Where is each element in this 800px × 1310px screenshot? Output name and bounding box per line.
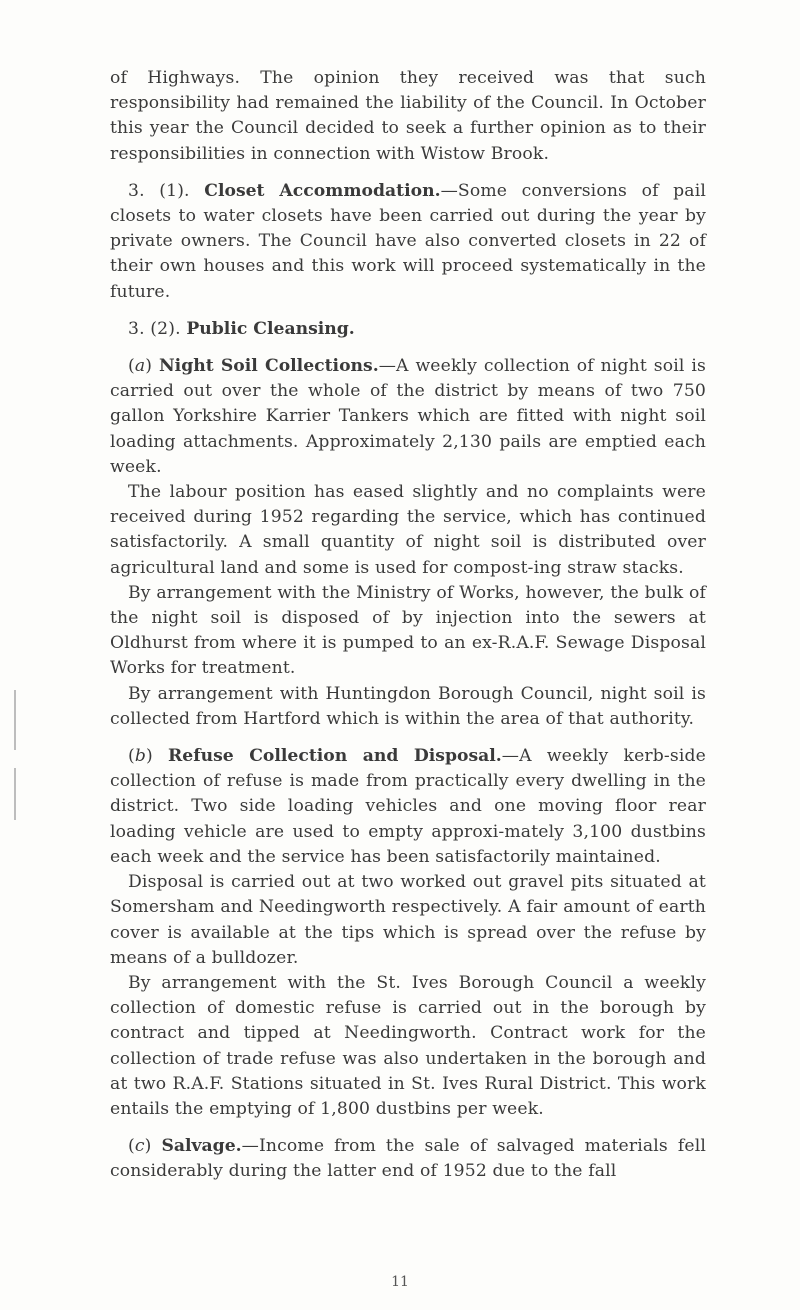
paragraph: The labour position has eased slightly and no complaints were received during 1952 regarding the service, which has continued satisfactorily. A small quantity of night soil is distributed over agricultural land and some is used for compost-ing straw stacks. [110, 482, 706, 578]
subsection-text: —A weekly collection of night soil is carried out over the whole of the district by means of two 750 gallon Yorkshire Karrier Tankers which are fitted with night soil loading attachments. Approximately 2,130 pails are emptied each week. [110, 356, 706, 477]
subsection-salvage: (c) Salvage.—Income from the sale of salvaged materials fell considerably during the latter end of 1952 due to the fall [110, 1136, 706, 1182]
subsection-text: —Income from the sale of salvaged materials fell considerably during the latter end of 1952 due to the fall [110, 1136, 706, 1182]
paragraph: By arrangement with Huntingdon Borough Council, night soil is collected from Hartford which is within the area of that authority. [110, 683, 706, 729]
subsection-label: c [134, 1136, 145, 1157]
section-closet-accommodation [110, 179, 706, 305]
subsection-label: b [134, 746, 147, 767]
section-heading: Closet Accommodation. [204, 180, 441, 201]
subsection-night-soil: (a) Night Soil Collections.—A weekly collection of night soil is carried out over the whole of the district by means of two 750 gallon Yorkshire Karrier Tankers which are fitted with night soil loading attachments. Approximately 2,130 pails are emptied each week. [110, 356, 706, 477]
page-number: 11 [391, 1274, 409, 1290]
section-number: 3. (1). [128, 180, 190, 201]
paragraph: Disposal is carried out at two worked out gravel pits situated at Somersham and Needingworth respectively. A fair amount of earth cover is available at the tips which is spread over the refuse by means of a bulldozer. [110, 872, 706, 968]
paragraph-highways: of Highways. The opinion they received was that such responsibility had remained the liability of the Council. In October this year the Council decided to seek a further opinion as to their responsibilities in connection with Wistow Brook. [110, 68, 706, 164]
subsection-heading: Refuse Collection and Disposal. [168, 746, 502, 767]
scan-edge-mark [14, 768, 16, 820]
section-text: —Some conversions of pail closets to water closets have been carried out during the year by private owners. The Council have also converted closets in 22 of their own houses and this work will proceed systematically in the future. [110, 180, 706, 302]
section-heading: Public Cleansing. [186, 318, 355, 339]
paragraph: By arrangement with the St. Ives Borough Council a weekly collection of domestic refuse is carried out in the borough by contract and tipped at Needingworth. Contract work for the collection of trade refuse was also undertaken in the borough and at two R.A.F. Stations situated in St. Ives Rural District. This work entails the emptying of 1,800 dustbins per week. [110, 972, 706, 1119]
subsection-heading: Night Soil Collections. [158, 356, 379, 377]
subsection-refuse: (b) Refuse Collection and Disposal.—A weekly kerb-side collection of refuse is made from practically every dwelling in the district. Two side loading vehicles and one moving floor rear loading vehicle are used to empty approxi-mately 3,100 dustbins each week and the service has been satisfactorily maintained. [110, 746, 706, 867]
scan-edge-mark [14, 690, 16, 750]
section-public-cleansing [110, 317, 706, 342]
section-number: 3. (2). [128, 318, 181, 339]
subsection-text: —A weekly kerb-side collection of refuse is made from practically every dwelling in the district. Two side loading vehicles and one moving floor rear loading vehicle are used to empty approxi-mately 3,100 dustbins each week and the service has been satisfactorily maintained. [110, 746, 706, 867]
subsection-label: a [134, 356, 146, 377]
document-page [110, 66, 706, 1185]
subsection-heading: Salvage. [161, 1136, 242, 1157]
paragraph: By arrangement with the Ministry of Works, however, the bulk of the night soil is disposed of by injection into the sewers at Oldhurst from where it is pumped to an ex-R.A.F. Sewage Disposal Works for treatment. [110, 582, 706, 679]
